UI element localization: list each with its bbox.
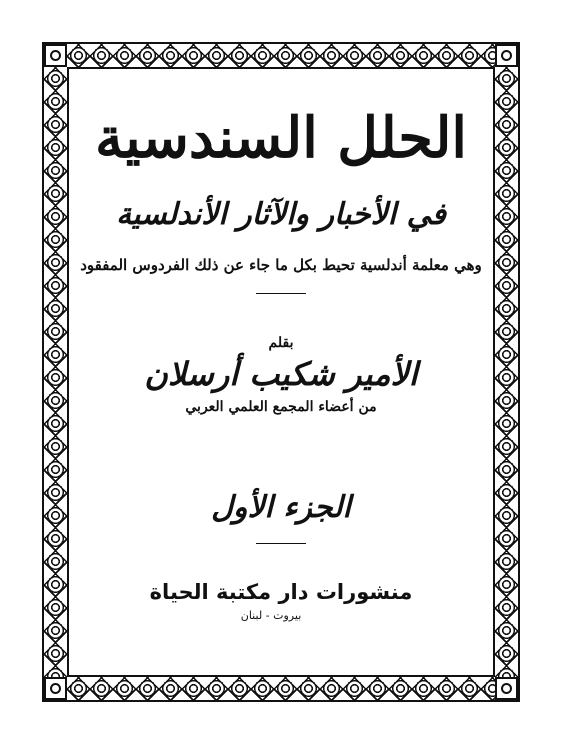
book-description: وهي معلمة أندلسية تحيط بكل ما جاء عن ذلك الفردوس المفقود — [80, 256, 482, 274]
publisher-location: بيروت - لبنان — [240, 609, 302, 622]
book-subtitle: في الأخبار والآثار الأندلسية — [116, 197, 446, 232]
divider-rule — [256, 543, 306, 544]
publisher-name: منشورات دار مكتبة الحياة — [149, 580, 413, 604]
divider-rule — [256, 293, 306, 294]
volume-label: الجزء الأول — [211, 490, 351, 525]
title-content — [80, 80, 482, 664]
book-title: الحلل السندسية — [95, 105, 467, 171]
author-affiliation: من أعضاء المجمع العلمي العربي — [185, 399, 377, 415]
author-name: الأمير شكيب أرسلان — [144, 355, 418, 393]
by-pen-label: بقلم — [268, 335, 294, 351]
